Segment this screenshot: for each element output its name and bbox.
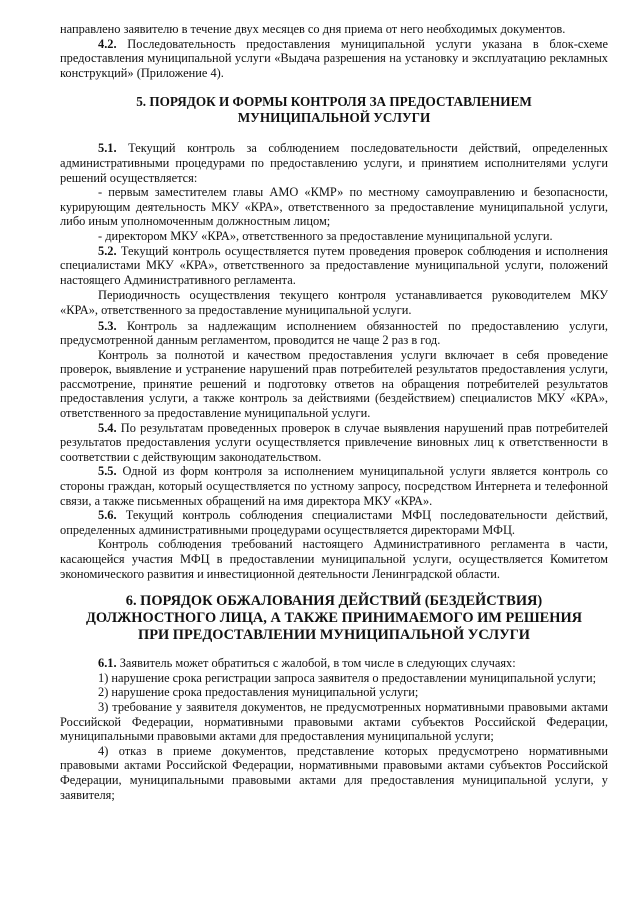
paragraph-5-5 bbox=[60, 464, 608, 508]
paragraph-number: 4.2. bbox=[98, 36, 117, 51]
paragraph-text: Текущий контроль осуществляется путем проведения проверок соблюдения и исполнения специалистами МКУ «КРА», ответственного за предоставление муниципальной услуги, положений настоящего Административного регламента. bbox=[60, 243, 608, 287]
paragraph-text: Текущий контроль за соблюдением последовательности действий, определенных административными процедурами по предоставлению услуги, и принятием исполнителями услуги решений осуществляется: bbox=[60, 141, 608, 185]
paragraph-number: 5.3. bbox=[98, 318, 117, 333]
paragraph-text: Одной из форм контроля за исполнением муниципальной услуги является контроль со стороны граждан, который осуществляется по устному запросу, посредством Интернета и телефонной связи, а также письменных обращений на имя директора МКУ «КРА». bbox=[60, 464, 608, 508]
case-4: 4) отказ в приеме документов, представление которых предусмотрено нормативными правовыми актами Российской Федерации, нормативными правовыми актами субъектов Российской Федерации, муниципальными правовыми актами для предоставления муниципальной услуги, у заявителя; bbox=[60, 743, 608, 802]
list-item-director: - директором МКУ «КРА», ответственного за предоставление муниципальной услуги. bbox=[98, 228, 553, 243]
paragraph-4-2 bbox=[60, 37, 608, 81]
case-2: 2) нарушение срока предоставления муниципальной услуги; bbox=[98, 685, 419, 700]
paragraph-number: 6.1. bbox=[98, 656, 117, 671]
section-6-heading: 6. ПОРЯДОК ОБЖАЛОВАНИЯ ДЕЙСТВИЙ (БЕЗДЕЙСТВИЯ) ДОЛЖНОСТНОГО ЛИЦА, А ТАКЖЕ ПРИНИМАЕМОГО ИМ РЕШЕНИЯ ПРИ ПРЕДОСТАВЛЕНИИ МУНИЦИПАЛЬНОЙ УСЛУГИ bbox=[85, 593, 583, 644]
paragraph-number: 5.2. bbox=[98, 243, 117, 258]
paragraph-number: 5.1. bbox=[98, 141, 117, 156]
paragraph-text: Заявитель может обратиться с жалобой, в том числе в следующих случаях: bbox=[116, 656, 516, 671]
paragraph-5-1 bbox=[60, 141, 608, 185]
paragraph-text: По результатам проведенных проверок в случае выявления нарушений прав потребителей результатов предоставления услуги осуществляется привлечение виновных лиц к ответственности в соответствии с действующим законодательством. bbox=[60, 420, 608, 464]
case-1: 1) нарушение срока регистрации запроса заявителя о предоставлении муниципальной услуги; bbox=[98, 670, 597, 685]
paragraph-5-4 bbox=[60, 421, 608, 465]
paragraph-6-1 bbox=[60, 656, 608, 671]
paragraph-5-6-mfc: Контроль соблюдения требований настоящего Административного регламента в части, касающейся участия МФЦ в предоставлении муниципальной услуги, осуществляется Комитетом экономического развития и инвестиционной деятельности Ленинградской области. bbox=[60, 537, 608, 581]
paragraph-number: 5.4. bbox=[98, 420, 117, 435]
list-item-first-deputy: - первым заместителем главы АМО «КМР» по местному самоуправлению и безопасности, курирующим деятельность МКУ «КРА», ответственного за предоставление муниципальной услуги, либо иным уполномоченным должностным лицом; bbox=[60, 185, 608, 229]
intro-line: направлено заявителю в течение двух месяцев со дня приема от него необходимых документов. bbox=[60, 22, 566, 36]
case-3: 3) требование у заявителя документов, не предусмотренных нормативными правовыми актами Российской Федерации, нормативными правовыми актами субъектов Российской Федерации, муниципальными правовыми актами для предоставления муниципальной услуги; bbox=[60, 699, 608, 744]
paragraph-number: 5.6. bbox=[98, 508, 117, 523]
section-5-heading: 5. ПОРЯДОК И ФОРМЫ КОНТРОЛЯ ЗА ПРЕДОСТАВЛЕНИЕМ МУНИЦИПАЛЬНОЙ УСЛУГИ bbox=[136, 94, 532, 126]
paragraph-5-2-periodicity: Периодичность осуществления текущего контроля устанавливается руководителем МКУ «КРА», ответственного за предоставление муниципальной услуги. bbox=[60, 288, 608, 317]
paragraph-text: Текущий контроль соблюдения специалистами МФЦ последовательности действий, определенных административными процедурами осуществляется директорами МФЦ. bbox=[60, 508, 608, 537]
paragraph-5-6 bbox=[60, 508, 608, 537]
paragraph-text: Контроль за надлежащим исполнением обязанностей по предоставлению услуги, предусмотренной данным регламентом, проводится не чаще 2 раз в год. bbox=[60, 318, 608, 348]
paragraph-5-2 bbox=[60, 244, 608, 288]
paragraph-5-3 bbox=[60, 319, 608, 348]
paragraph-text: Последовательность предоставления муниципальной услуги указана в блок-схеме предоставления муниципальной услуги «Выдача разрешения на установку и эксплуатацию рекламных конструкций» (Приложение 4). bbox=[60, 36, 608, 80]
paragraph-5-3-control: Контроль за полнотой и качеством предоставления услуги включает в себя проведение проверок, выявление и устранение нарушений прав потребителей результатов предоставления услуги, рассмотрение, принятие решений и подготовку ответов на обращения потребителей результатов предоставления услуги, а также контроль за действиями (бездействием) специалистов МКУ «КРА», ответственного за предоставление муниципальной услуги. bbox=[60, 347, 608, 421]
paragraph-number: 5.5. bbox=[98, 464, 117, 479]
document-page bbox=[60, 0, 608, 905]
